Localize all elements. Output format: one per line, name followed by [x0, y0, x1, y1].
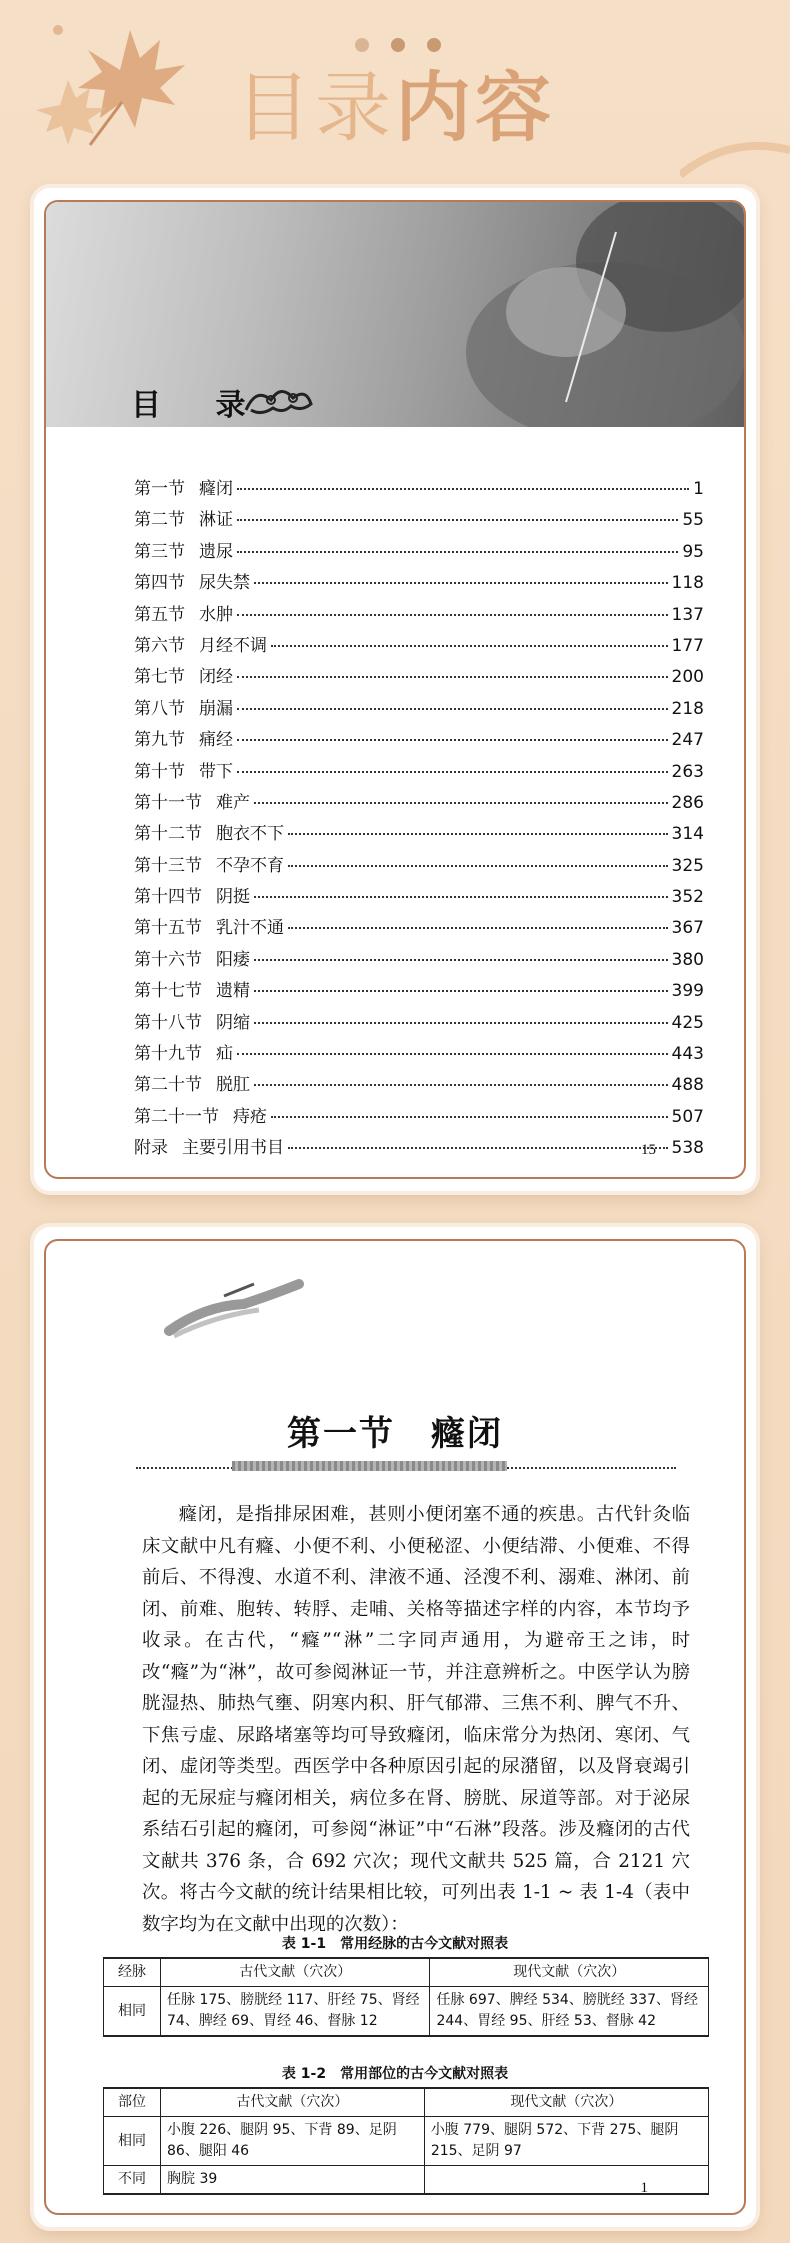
leader-dots — [237, 614, 668, 616]
toc-section: 第十八节 — [134, 1012, 202, 1033]
toc-page-number: 367 — [671, 918, 704, 939]
toc-title: 阳痿 — [216, 949, 250, 970]
leader-dots — [237, 739, 668, 741]
title-bar — [232, 1461, 507, 1471]
toc-title: 痛经 — [199, 730, 233, 751]
toc-title: 疝 — [216, 1044, 233, 1065]
toc-title: 主要引用书目 — [182, 1138, 284, 1159]
toc-page-number: 200 — [671, 667, 704, 688]
leader-dots — [237, 676, 668, 678]
row-label: 不同 — [104, 2166, 161, 2195]
toc-page-number: 118 — [671, 573, 704, 594]
toc-section: 第六节 — [134, 635, 185, 656]
toc-section: 第二十节 — [134, 1075, 202, 1096]
toc-entry[interactable] — [134, 976, 704, 1007]
toc-section: 第十六节 — [134, 949, 202, 970]
table-row — [104, 2117, 709, 2166]
toc-section: 第十二节 — [134, 824, 202, 845]
toc-page-number: 325 — [671, 855, 704, 876]
toc-section: 第十三节 — [134, 855, 202, 876]
toc-page-number: 55 — [682, 510, 704, 531]
toc-entry[interactable] — [134, 662, 704, 693]
toc-section: 第十七节 — [134, 981, 202, 1002]
dot — [391, 38, 405, 52]
toc-page-number: 538 — [671, 1138, 704, 1159]
table-cell: 小腹 779、腿阴 572、下背 275、腿阴 215、足阴 97 — [424, 2117, 708, 2166]
table1 — [103, 1957, 709, 2037]
toc-title: 遗精 — [216, 981, 250, 1002]
toc-page-number: 95 — [682, 541, 704, 562]
leader-dots — [237, 519, 678, 521]
table-cell: 小腹 226、腿阴 95、下背 89、足阴 86、腿阳 46 — [161, 2117, 425, 2166]
table1-caption: 表 1-1 常用经脉的古今文献对照表 — [281, 1936, 509, 1952]
leader-dots — [288, 927, 668, 929]
toc-section: 第二节 — [134, 510, 185, 531]
toc-title: 水肿 — [199, 604, 233, 625]
toc-section: 第八节 — [134, 698, 185, 719]
table-header: 古代文献（穴次） — [161, 1958, 430, 1987]
toc-title: 淋证 — [199, 510, 233, 531]
chapter-title: 第一节 癃闭 — [287, 1414, 503, 1454]
toc-page — [44, 200, 746, 1179]
toc-page-number: 425 — [671, 1012, 704, 1033]
toc-page-number: 507 — [671, 1106, 704, 1127]
toc-title: 不孕不育 — [216, 855, 284, 876]
table-row — [104, 2166, 709, 2195]
toc-section: 第九节 — [134, 730, 185, 751]
leader-dots — [237, 551, 678, 553]
toc-card — [34, 188, 756, 1191]
dot — [355, 38, 369, 52]
toc-page-number: 247 — [671, 730, 704, 751]
dot — [427, 38, 441, 52]
leader-dots — [271, 645, 668, 647]
leader-dots — [254, 990, 668, 992]
title-light: 目录 — [235, 63, 395, 152]
leader-dots — [288, 865, 668, 867]
toc-title: 月经不调 — [199, 635, 267, 656]
toc-page-number: 137 — [671, 604, 704, 625]
toc-entry[interactable] — [134, 945, 704, 976]
row-label: 相同 — [104, 2117, 161, 2166]
table-cell: 胸脘 39 — [161, 2166, 425, 2195]
toc-entry[interactable] — [134, 537, 704, 568]
toc-entry[interactable] — [134, 882, 704, 913]
toc-section: 第十五节 — [134, 918, 202, 939]
toc-page-number: 399 — [671, 981, 704, 1002]
leader-dots — [237, 771, 668, 773]
leader-dots — [288, 833, 668, 835]
toc-entry[interactable] — [134, 474, 704, 505]
leader-dots — [254, 582, 668, 584]
toc-entry[interactable] — [134, 1102, 704, 1133]
page-title — [0, 63, 790, 152]
toc-page-number: 488 — [671, 1075, 704, 1096]
toc-section: 第一节 — [134, 479, 185, 499]
toc-page-number: 1 — [693, 479, 704, 499]
toc-entry[interactable] — [134, 1008, 704, 1039]
toc-entry[interactable] — [134, 1133, 704, 1164]
leader-dots — [237, 708, 668, 710]
table-header: 现代文献（穴次） — [424, 2088, 708, 2117]
toc-section: 第三节 — [134, 541, 185, 562]
toc-section: 附录 — [134, 1138, 168, 1159]
toc-list — [134, 474, 704, 1165]
toc-section: 第二十一节 — [134, 1106, 219, 1127]
toc-page-number: 286 — [671, 792, 704, 813]
toc-entry[interactable] — [134, 694, 704, 725]
table2 — [103, 2087, 709, 2195]
page-number: 1 — [640, 2180, 648, 2196]
leader-dots — [237, 1053, 668, 1055]
leader-dots — [254, 1022, 668, 1024]
table-row — [104, 1987, 709, 2037]
leader-dots — [271, 1116, 668, 1118]
toc-entry[interactable] — [134, 505, 704, 536]
toc-entry[interactable] — [134, 757, 704, 788]
chapter-page — [44, 1239, 746, 2215]
toc-entry[interactable] — [134, 631, 704, 662]
toc-title: 遗尿 — [199, 541, 233, 562]
row-label: 相同 — [104, 1987, 161, 2037]
table2-caption: 表 1-2 常用部位的古今文献对照表 — [281, 2066, 509, 2082]
toc-heading: 目 录 — [131, 388, 268, 423]
toc-entry[interactable] — [134, 568, 704, 599]
table-header: 现代文献（穴次） — [430, 1958, 709, 1987]
leader-dots — [288, 1147, 668, 1149]
table-cell: 任脉 175、膀胱经 117、肝经 75、肾经 74、脾经 69、胃经 46、督脉 12 — [161, 1987, 430, 2037]
leader-dots — [254, 896, 668, 898]
toc-section: 第七节 — [134, 667, 185, 688]
toc-entry[interactable] — [134, 788, 704, 819]
leader-dots — [254, 802, 668, 804]
toc-title: 乳汁不通 — [216, 918, 284, 939]
toc-entry[interactable] — [134, 1039, 704, 1070]
table-header: 经脉 — [104, 1958, 161, 1987]
leader-dots — [237, 488, 689, 490]
toc-title: 崩漏 — [199, 698, 233, 719]
toc-entry[interactable] — [134, 1070, 704, 1101]
table-header-row — [104, 1958, 709, 1987]
table-cell: 任脉 697、脾经 534、膀胱经 337、肾经 244、胃经 95、肝经 53、督脉 42 — [430, 1987, 709, 2037]
toc-section: 第四节 — [134, 573, 185, 594]
toc-page-number: 177 — [671, 635, 704, 656]
chapter-paragraph: 癃闭，是指排尿困难，甚则小便闭塞不通的疾患。古代针灸临床文献中凡有癃、小便不利、小便秘涩、小便结滞、小便难、不得前后、不得溲、水道不利、津液不通、泾溲不利、溺难、淋闭、前闭、前难、胞转、转脬、走哺、关格等描述字样的内容，本节均予收录。在古代，“癃”“淋”二字同声通用，为避帝王之讳，时改“癃”为“淋”，故可参阅淋证一节，并注意辨析之。中医学认为膀胱湿热、肺热气壅、阴寒内积、肝气郁滞、三焦不利、脾气不升、下焦亏虚、尿路堵塞等均可导致癃闭，临床常分为热闭、寒闭、气闭、虚闭等类型。西医学中各种原因引起的尿潴留，以及肾衰竭引起的无尿症与癃闭相关，病位多在肾、膀胱、尿道等部。对于泌尿系结石引起的癃闭，可参阅“淋证”中“石淋”段落。涉及癃闭的古代文献共 376 条，合 692 穴次；现代文献共 525 篇，合 2121 穴次。将古今文献的统计结果相比较，可列出表 1-1 ~ 表 1-4（表中数字均为在文献中出现的次数）： — [142, 1504, 690, 1935]
toc-entry[interactable] — [134, 851, 704, 882]
toc-page-number: 218 — [671, 698, 704, 719]
toc-section: 第十节 — [134, 761, 185, 782]
decorative-dots — [355, 38, 441, 52]
toc-page-number: 263 — [671, 761, 704, 782]
table-header: 古代文献（穴次） — [161, 2088, 425, 2117]
toc-title: 带下 — [199, 761, 233, 782]
cloud-ornament-icon — [241, 382, 316, 417]
toc-title: 难产 — [216, 792, 250, 813]
toc-entry[interactable] — [134, 600, 704, 631]
toc-entry[interactable] — [134, 913, 704, 944]
toc-section: 第十四节 — [134, 887, 202, 908]
leader-dots — [254, 1084, 668, 1086]
toc-title: 闭经 — [199, 667, 233, 688]
leader-dots — [254, 959, 668, 961]
toc-title: 阴挺 — [216, 887, 250, 908]
toc-title: 阴缩 — [216, 1012, 250, 1033]
table-header-row — [104, 2088, 709, 2117]
toc-page-number: 352 — [671, 887, 704, 908]
table-cell — [424, 2166, 708, 2195]
toc-page-number: 314 — [671, 824, 704, 845]
toc-title: 脱肛 — [216, 1075, 250, 1096]
brush-stroke-ornament — [164, 1276, 304, 1346]
toc-section: 第十一节 — [134, 792, 202, 813]
toc-title: 尿失禁 — [199, 573, 250, 594]
toc-title: 癃闭 — [199, 479, 233, 499]
toc-section: 第十九节 — [134, 1044, 202, 1065]
page-number: 15 — [641, 1142, 656, 1158]
toc-title: 胞衣不下 — [216, 824, 284, 845]
table-header: 部位 — [104, 2088, 161, 2117]
toc-section: 第五节 — [134, 604, 185, 625]
toc-entry[interactable] — [134, 725, 704, 756]
toc-title: 痔疮 — [233, 1106, 267, 1127]
chapter-card — [34, 1227, 756, 2227]
toc-page-number: 443 — [671, 1044, 704, 1065]
toc-entry[interactable] — [134, 819, 704, 850]
toc-page-number: 380 — [671, 949, 704, 970]
decorative-swoosh — [680, 140, 790, 180]
title-bold: 内容 — [395, 63, 555, 152]
